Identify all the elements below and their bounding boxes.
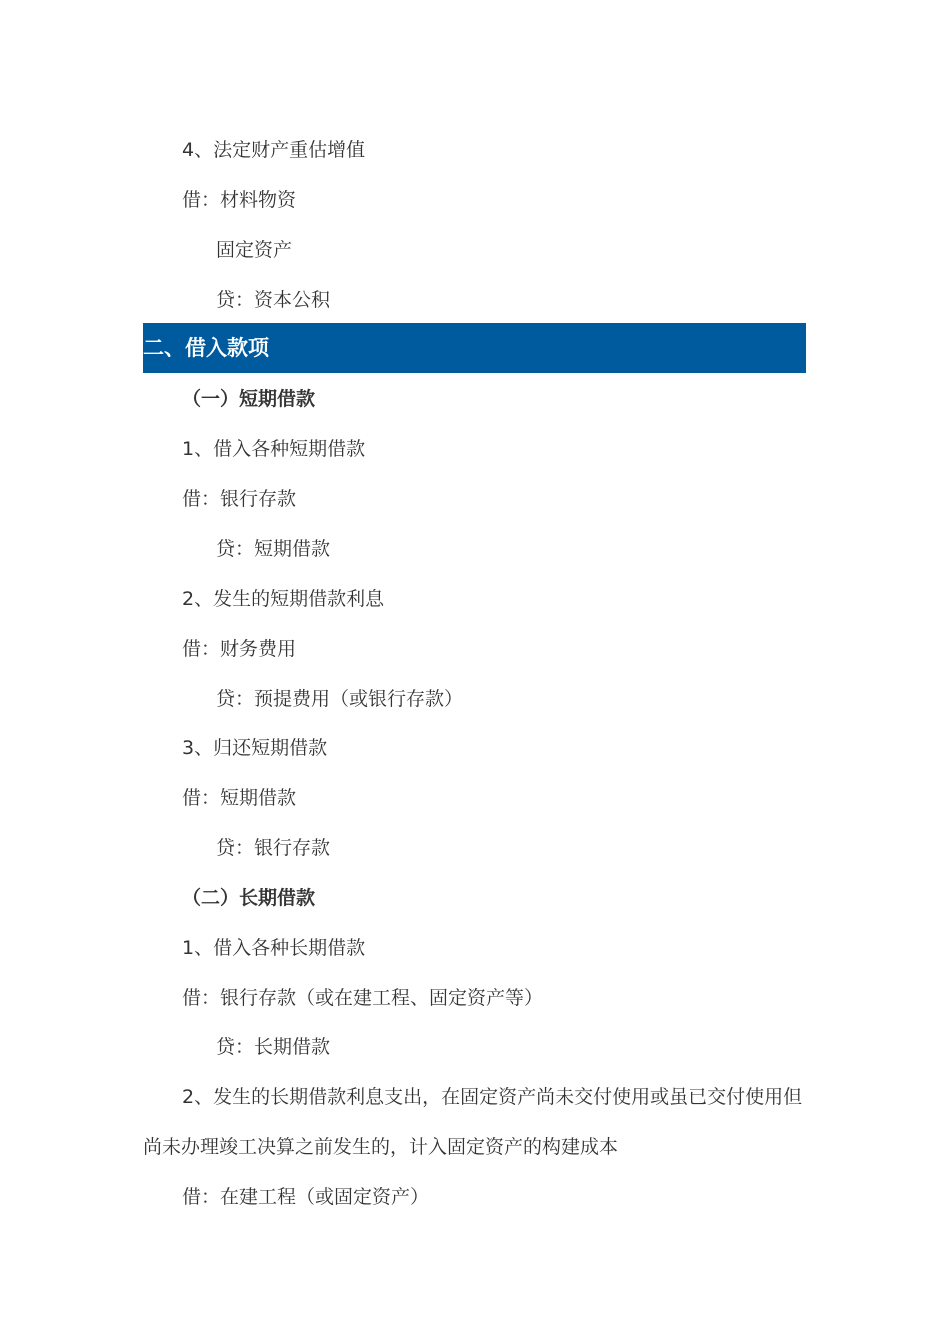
debit-line: 借：材料物资 — [182, 189, 297, 211]
section-header-bar — [143, 323, 806, 373]
credit-line: 贷：长期借款 — [216, 1036, 331, 1058]
item-heading-1: 1、借入各种短期借款 — [182, 438, 366, 460]
credit-line: 贷：资本公积 — [216, 289, 331, 311]
paragraph-line-2: 尚未办理竣工决算之前发生的，计入固定资产的构建成本 — [143, 1136, 619, 1158]
debit-line: 借：银行存款 — [182, 488, 297, 510]
credit-line: 贷：银行存款 — [216, 837, 331, 859]
debit-line: 借：财务费用 — [182, 638, 297, 660]
item-heading-2: 2、发生的短期借款利息 — [182, 588, 385, 610]
debit-line: 借：在建工程（或固定资产） — [182, 1186, 430, 1208]
debit-line: 借：银行存款（或在建工程、固定资产等） — [182, 987, 544, 1009]
debit-line: 借：短期借款 — [182, 787, 297, 809]
subsection-heading-long-term: （二）长期借款 — [182, 887, 316, 909]
item-heading-4: 4、法定财产重估增值 — [182, 139, 366, 161]
credit-line: 贷：短期借款 — [216, 538, 331, 560]
item-heading-3: 3、归还短期借款 — [182, 737, 328, 759]
credit-line: 贷：预提费用（或银行存款） — [216, 688, 464, 710]
subsection-heading-short-term: （一）短期借款 — [182, 388, 316, 410]
section-title: 二、借入款项 — [143, 336, 269, 360]
item-heading-1: 1、借入各种长期借款 — [182, 937, 366, 959]
paragraph-line-1: 2、发生的长期借款利息支出，在固定资产尚未交付使用或虽已交付使用但 — [182, 1086, 803, 1108]
debit-line-continued: 固定资产 — [216, 239, 293, 261]
